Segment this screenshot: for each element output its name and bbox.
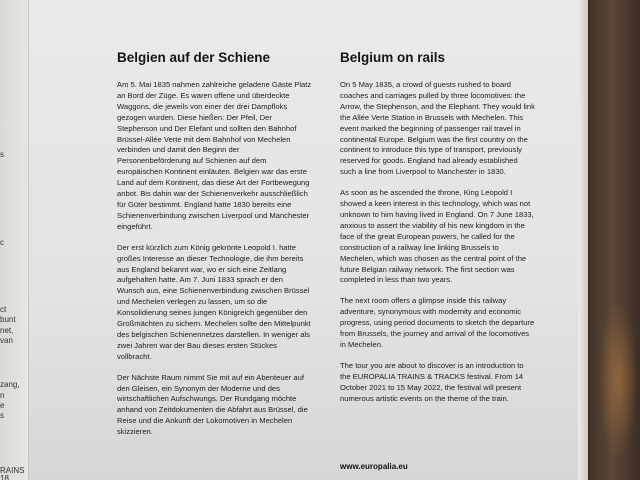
english-paragraph: On 5 May 1835, a crowd of guests rushed to board coaches and carriages pulled by three locomotives: the Arrow, the Stephenson, and the Elephant. They would link the Allée Verte Station in Brussels with Mechelen. This event marked the beginning of passenger rail travel in continental Europe. Belgium was the first country on the continent to introduce this type of transport, previously reserved for goods. England had already established such a line from Liverpool to Manchester in 1830. [340, 80, 535, 177]
fragment-text: 18 [0, 474, 9, 480]
website-url: www.europalia.eu [340, 462, 408, 471]
english-column [340, 50, 535, 414]
english-paragraph: The next room offers a glimpse inside this railway adventure, synonymous with modernity and economic progress, using period documents to sketch the departure from Brussels, the journey and arrival of the locomotives in Mechelen. [340, 296, 535, 349]
fragment-text: s [0, 411, 4, 420]
english-paragraph: The tour you are about to discover is an introduction to the EUROPALIA TRAINS & TRACKS festival. From 14 October 2021 to 15 May 2022, the festival will present numerous artistic events on the theme of the train. [340, 360, 524, 403]
english-title: Belgium on rails [340, 50, 446, 65]
fragment-text: net, [0, 326, 14, 335]
german-paragraph: Der Nächste Raum nimmt Sie mit auf ein Abenteuer auf den Gleisen, ein Synonym der Moderne und des wirtschaftlichen Aufschwungs. Der Rundgang möchte anhand von Zeitdokumenten die Abfahrt aus Brüssel, die Reise und die Ankunft der Lokomotiven in Mechelen skizzieren. [117, 372, 308, 437]
german-paragraph: Der erst kürzlich zum König gekrönte Leopold I. hatte großes Interesse an dieser Technologie, die ihm bereits aus England bekannt war, wo er sich eine Zeitlang aufgehalten hatte. Am 7. Juni 1833 sprach er den Wunsch aus, eine Schienenverbindung zwischen Brüssel und Mechelen verlegen zu lassen, um so die Konsolidierung seines jungen Königreich gegenüber den Großmächten zu sichern. Mechelen sollte den Mittelpunkt des belgischen Schienennetzes darstellen. In weniger als zwei Jahren war der Bau dieses ersten Stückes vollbracht. [117, 242, 311, 361]
fragment-text: s [0, 150, 4, 159]
adjacent-panel-edge [0, 0, 29, 480]
fragment-text: ct [0, 305, 7, 314]
fragment-text: e [0, 401, 5, 410]
fragment-text: van [0, 336, 13, 345]
wooden-frame [578, 0, 640, 480]
fragment-text: c [0, 238, 4, 247]
german-column [117, 50, 312, 448]
german-paragraph: Am 5. Mai 1835 nahmen zahlreiche geladene Gäste Platz an Bord der Züge. Es waren offene und überdeckte Waggons, die jeweils von einer der drei Dampfloks gezogen wurden. Diese hießen: Der Pfeil, Der Stephenson und Der Elefant und sollten den Bahnhof Brüssel-Allée Verte mit dem Bahnhof von Mechelen verbinden und damit den Beginn der Personenbeförderung auf Schienen auf dem europäischen Kontinent einläuten. Belgien war das erste Land auf dem Kontinent, das diese Art der Fortbewegung anbot. Bis dahin war der Schienenverkehr ausschließlich für Güter bestimmt. England hatte 1830 bereits eine Schienenverbindung zwischen Liverpool und Manchester eingeführt. [117, 80, 312, 231]
frame-rim [578, 0, 588, 480]
english-paragraph: As soon as he ascended the throne, King Leopold I showed a keen interest in this technology, which was not unknown to him having lived in England. On 7 June 1833, anxious to assert the viability of his new kingdom in the face of the great European powers, he called for the construction of a railway line linking Brussels to Mechelen, which was chosen as the central point of the future Belgian railway network. The first section was completed in less than two years. [340, 188, 534, 285]
fragment-text: RAINS [0, 466, 25, 475]
german-title: Belgien auf der Schiene [117, 50, 271, 65]
fragment-text: zang, [0, 380, 20, 389]
fragment-text: n [0, 391, 5, 400]
fragment-text: bunt [0, 315, 16, 324]
light-reflection [598, 300, 638, 460]
